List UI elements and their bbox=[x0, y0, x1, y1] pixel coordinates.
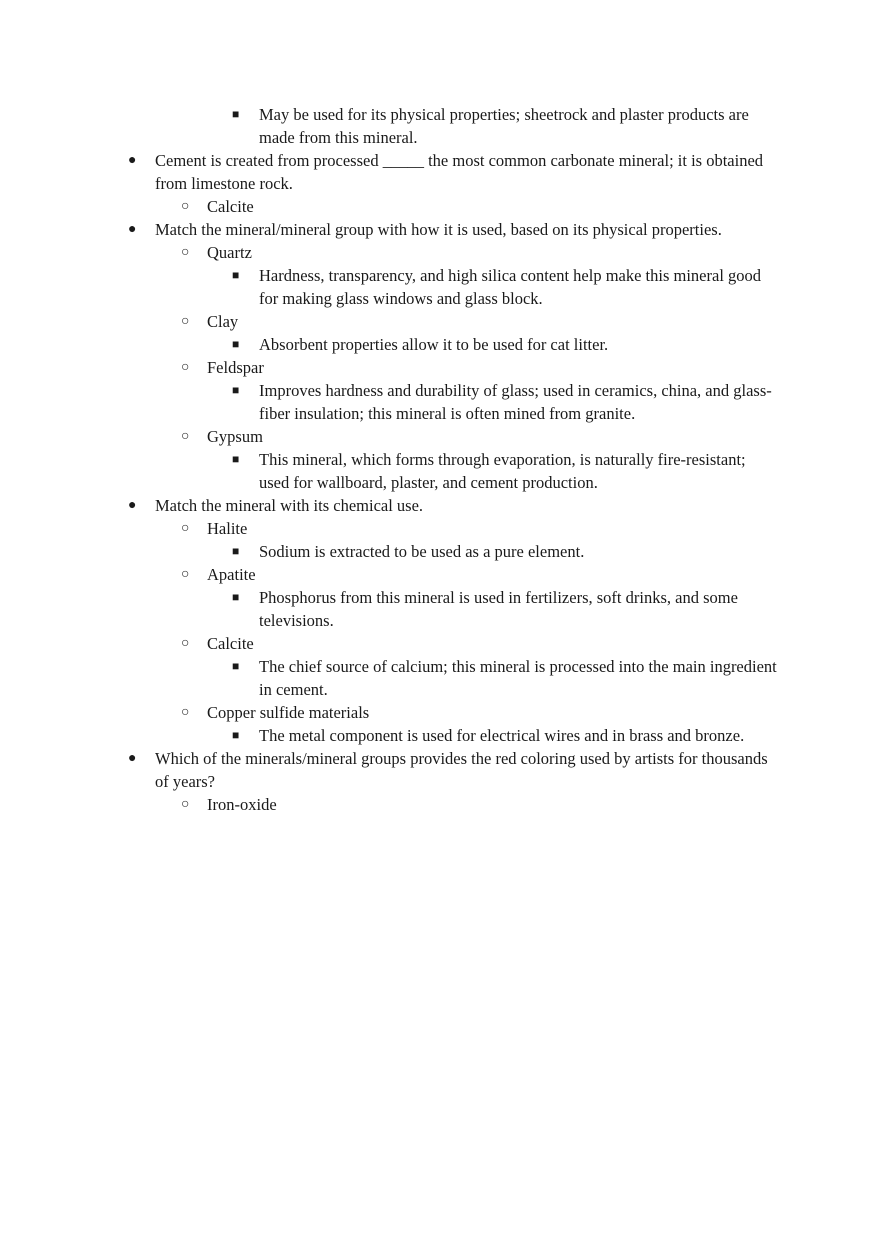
answer-item bbox=[181, 310, 777, 333]
item-text: Absorbent properties allow it to be used for cat litter. bbox=[259, 335, 609, 354]
question-item bbox=[128, 494, 775, 517]
filled-circle-bullet-icon: ● bbox=[128, 153, 137, 168]
item-text: The metal component is used for electrical wires and in brass and bronze. bbox=[259, 726, 745, 745]
answer-item bbox=[181, 632, 777, 655]
item-text: Copper sulfide materials bbox=[207, 703, 370, 722]
hollow-circle-bullet-icon: ○ bbox=[181, 797, 190, 812]
filled-circle-bullet-icon: ● bbox=[128, 498, 137, 513]
item-text: Gypsum bbox=[207, 427, 263, 446]
hollow-circle-bullet-icon: ○ bbox=[181, 567, 190, 582]
description-item bbox=[232, 586, 779, 632]
answer-item bbox=[181, 356, 777, 379]
item-text: Match the mineral with its chemical use. bbox=[155, 496, 424, 515]
square-bullet-icon: ■ bbox=[232, 728, 240, 742]
item-text: Apatite bbox=[207, 565, 256, 584]
answer-item bbox=[181, 563, 777, 586]
square-bullet-icon: ■ bbox=[232, 544, 240, 558]
item-text: Clay bbox=[207, 312, 239, 331]
description-item bbox=[232, 448, 779, 494]
item-text: Hardness, transparency, and high silica content help make this mineral good for making glass windows and glass block. bbox=[259, 266, 762, 308]
item-text: Feldspar bbox=[207, 358, 264, 377]
description-item bbox=[232, 264, 779, 310]
description-item bbox=[232, 333, 779, 356]
square-bullet-icon: ■ bbox=[232, 383, 240, 397]
description-item bbox=[232, 724, 779, 747]
item-text: The chief source of calcium; this mineral is processed into the main ingredient in cement. bbox=[259, 657, 777, 699]
hollow-circle-bullet-icon: ○ bbox=[181, 429, 190, 444]
square-bullet-icon: ■ bbox=[232, 268, 240, 282]
item-text: Calcite bbox=[207, 197, 254, 216]
square-bullet-icon: ■ bbox=[232, 590, 240, 604]
question-item bbox=[128, 747, 775, 793]
hollow-circle-bullet-icon: ○ bbox=[181, 636, 190, 651]
item-text: Halite bbox=[207, 519, 248, 538]
item-text: Quartz bbox=[207, 243, 252, 262]
hollow-circle-bullet-icon: ○ bbox=[181, 521, 190, 536]
filled-circle-bullet-icon: ● bbox=[128, 751, 137, 766]
answer-item bbox=[181, 241, 777, 264]
item-text: Match the mineral/mineral group with how it is used, based on its physical properties. bbox=[155, 220, 722, 239]
description-item bbox=[232, 379, 779, 425]
description-item bbox=[232, 540, 779, 563]
answer-item bbox=[181, 195, 777, 218]
hollow-circle-bullet-icon: ○ bbox=[181, 360, 190, 375]
item-text: May be used for its physical properties; sheetrock and plaster products are made from this mineral. bbox=[259, 105, 749, 147]
square-bullet-icon: ■ bbox=[232, 107, 240, 121]
square-bullet-icon: ■ bbox=[232, 659, 240, 673]
filled-circle-bullet-icon: ● bbox=[128, 222, 137, 237]
hollow-circle-bullet-icon: ○ bbox=[181, 199, 190, 214]
bulleted-outline bbox=[0, 103, 880, 816]
item-text: Calcite bbox=[207, 634, 254, 653]
answer-item bbox=[181, 517, 777, 540]
hollow-circle-bullet-icon: ○ bbox=[181, 314, 190, 329]
hollow-circle-bullet-icon: ○ bbox=[181, 705, 190, 720]
description-item bbox=[232, 655, 779, 701]
item-text: Cement is created from processed _____ the most common carbonate mineral; it is obtained from limestone rock. bbox=[155, 151, 764, 193]
item-text: Iron-oxide bbox=[207, 795, 277, 814]
item-text: Improves hardness and durability of glass; used in ceramics, china, and glass-fiber insulation; this mineral is often mined from granite. bbox=[259, 381, 772, 423]
item-text: Phosphorus from this mineral is used in fertilizers, soft drinks, and some televisions. bbox=[259, 588, 738, 630]
item-text: Sodium is extracted to be used as a pure element. bbox=[259, 542, 585, 561]
square-bullet-icon: ■ bbox=[232, 337, 240, 351]
question-item bbox=[128, 149, 775, 195]
item-text: This mineral, which forms through evaporation, is naturally fire-resistant; used for wallboard, plaster, and cement production. bbox=[259, 450, 746, 492]
square-bullet-icon: ■ bbox=[232, 452, 240, 466]
answer-item bbox=[181, 425, 777, 448]
answer-item bbox=[181, 793, 777, 816]
answer-item bbox=[181, 701, 777, 724]
hollow-circle-bullet-icon: ○ bbox=[181, 245, 190, 260]
question-item bbox=[128, 218, 775, 241]
description-item bbox=[232, 103, 779, 149]
item-text: Which of the minerals/mineral groups provides the red coloring used by artists for thousands of years? bbox=[155, 749, 768, 791]
